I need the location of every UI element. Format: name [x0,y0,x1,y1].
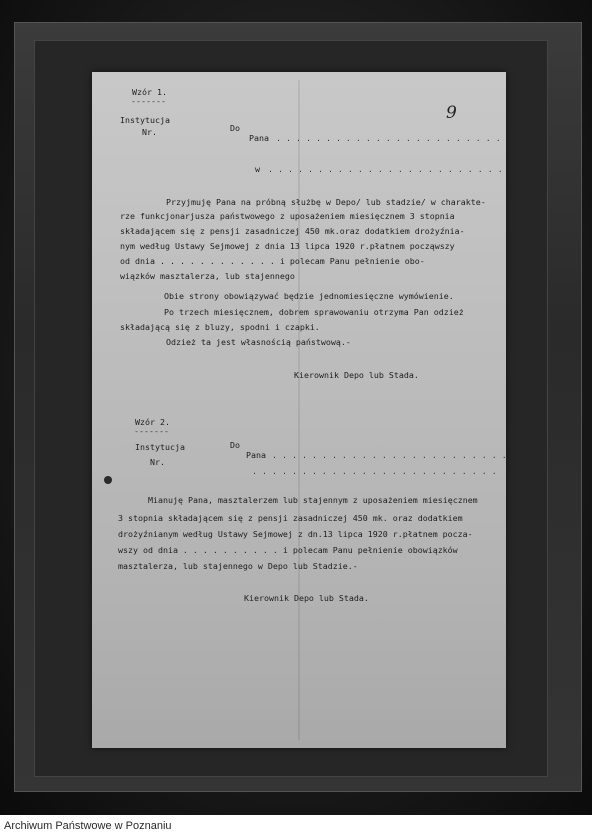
form1-institution-label: Instytucja [120,115,170,125]
form2-pana-dots: . . . . . . . . . . . . . . . . . . . . . . . . [272,450,507,460]
form1-do-label: Do [230,123,240,133]
form1-heading-underline: ------- [131,96,166,106]
paper-fold [298,80,300,740]
page-number: 9 [446,103,457,123]
form2-do-label: Do [230,440,240,450]
form2-heading-underline: ------- [134,426,169,436]
form1-line: Obie strony obowiązywać będzie jednomiesięczne wymówienie. [164,291,454,301]
form2-line: wszy od dnia . . . . . . . . . . i polecam Panu pełnienie obowiązków [118,545,458,555]
form2-line: Mianuję Pana, masztalerzem lub stajennym z uposażeniem miesięcznem [148,495,478,505]
form1-line: od dnia . . . . . . . . . . . . i polecam Panu pełnienie obo- [120,256,425,266]
form2-w-dots: . . . . . . . . . . . . . . . . . . . . . . . . . [252,466,497,476]
form2-line: masztalerza, lub stajennego w Depo lub Stadzie.- [118,561,358,571]
form2-institution-label: Instytucja [135,442,185,452]
form1-line: Po trzech miesięcznem, dobrem sprawowaniu otrzyma Pan odzież [164,307,464,317]
form1-w-label: w [255,164,260,174]
form1-heading: Wzór 1. [132,87,167,97]
form1-line: składającą się z bluzy, spodni i czapki. [120,322,320,332]
form1-line: Przyjmuję Pana na próbną służbę w Depo/ lub stadzie/ w charakte- [166,197,486,207]
form2-nr-label: Nr. [150,457,165,467]
form1-line: Odzież ta jest własnością państwową.- [166,337,351,347]
form1-line: składającem się z pensji zasadniczej 450 mk.oraz dodatkiem drożyźnia- [120,226,465,236]
form1-line: rze funkcjonarjusza państwowego z uposażeniem miesięcznem 3 stopnia [120,211,455,221]
form2-pana-label: Pana [246,450,266,460]
form1-line: nym według Ustawy Sejmowej z dnia 13 lipca 1920 r.płatnem począwszy [120,241,455,251]
form1-nr-label: Nr. [142,127,157,137]
punch-hole [104,476,112,484]
form2-signature: Kierownik Depo lub Stada. [244,593,369,603]
form1-pana-dots: . . . . . . . . . . . . . . . . . . . . . . . [276,133,501,143]
form2-line: drożyźnianym według Ustawy Sejmowej z dn.13 lipca 1920 r.płatnem pocza- [118,529,473,539]
form1-w-dots: . . . . . . . . . . . . . . . . . . . . . . . . [268,164,503,174]
form1-line: wiązków masztalerza, lub stajennego [120,271,295,281]
form1-signature: Kierownik Depo lub Stada. [294,370,419,380]
form2-line: 3 stopnia składającem się z pensji zasadniczej 450 mk. oraz dodatkiem [118,513,463,523]
archive-credit: Archiwum Państwowe w Poznaniu [4,820,172,832]
form1-pana-label: Pana [249,133,269,143]
form2-heading: Wzór 2. [135,417,170,427]
